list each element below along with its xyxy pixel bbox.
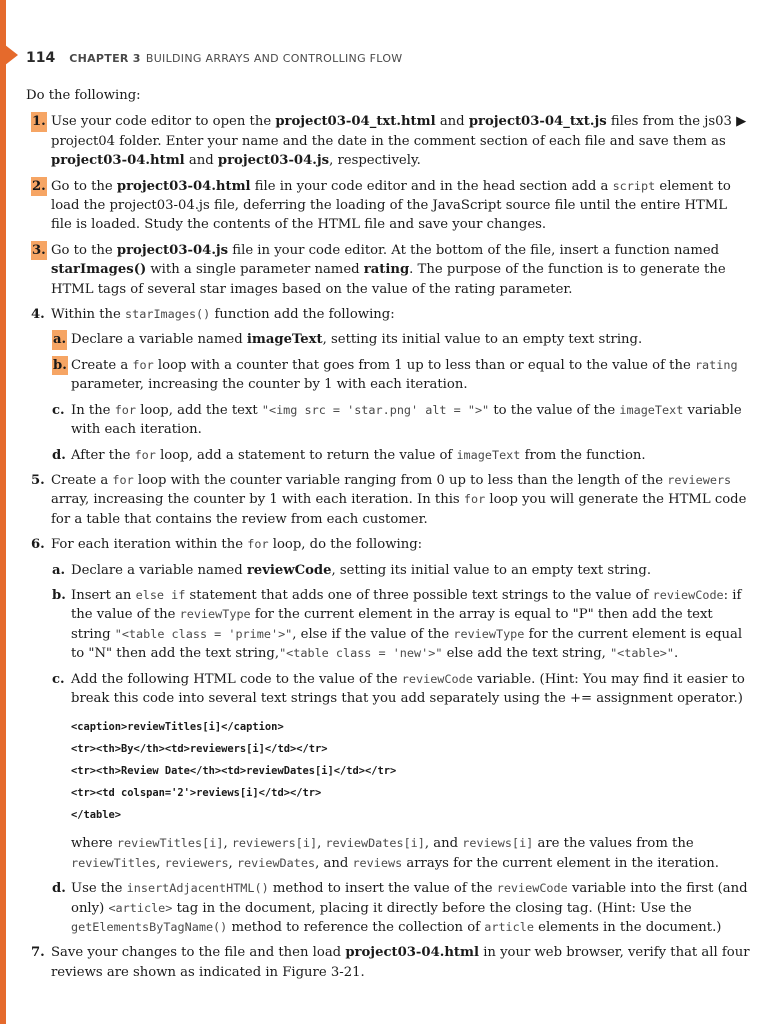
text: , xyxy=(228,855,237,871)
text: file in your code editor and in the head section add a xyxy=(250,178,613,194)
code-line: <tr><td colspan='2'>reviews[i]</td></tr> xyxy=(71,787,322,800)
file-name: project03-04.js xyxy=(116,242,229,258)
text: function add the following: xyxy=(210,307,395,323)
text: tag in the document, placing it directly before the closing tag. (Hint: Use the xyxy=(172,900,692,916)
code-line: <tr><th>By</th><td>reviewers[i]</td></tr> xyxy=(71,743,328,756)
text: statement that adds one of three possible text strings to the value of xyxy=(185,587,653,603)
substep-text xyxy=(71,330,752,349)
substep-text xyxy=(71,879,752,937)
text: element to load the project03-04.js file, deferring the loading of the JavaScript source file until the entire HTML file is loaded. Study the contents of the HTML file and save your changes. xyxy=(51,178,731,233)
text: In the xyxy=(71,402,115,418)
text: Use the xyxy=(71,881,127,897)
step-4b xyxy=(26,356,752,395)
step-5 xyxy=(26,471,752,529)
text: loop, add a statement to return the value of xyxy=(155,447,457,463)
text: , setting its initial value to an empty text string. xyxy=(331,562,652,578)
text: array, increasing the counter by 1 with each iteration. In this xyxy=(51,492,464,508)
text: variable with each iteration. xyxy=(71,402,742,438)
substep-label: c. xyxy=(52,402,65,418)
inline-code: reviews xyxy=(352,855,403,870)
step-number: 1. xyxy=(31,112,47,131)
text: where xyxy=(71,836,117,852)
substep-text xyxy=(71,586,752,664)
text: , xyxy=(317,836,326,852)
substep-label: a. xyxy=(52,562,66,578)
file-name: project03-04_txt.html xyxy=(275,114,436,130)
inline-code: for xyxy=(247,537,269,552)
step-number: 4. xyxy=(31,307,45,323)
step-number: 6. xyxy=(31,537,45,553)
inline-code: rating xyxy=(694,357,738,372)
step-6a xyxy=(26,561,752,580)
text: Add the following HTML code to the value of the xyxy=(71,671,402,687)
text: For each iteration within the xyxy=(51,537,248,553)
inline-code: getElementsByTagName() xyxy=(71,920,228,934)
page-edge-tab xyxy=(0,41,18,69)
page-body xyxy=(26,86,752,988)
file-name: project03-04.js xyxy=(217,153,330,169)
page-number: 114 xyxy=(26,50,56,66)
text: , setting its initial value to an empty text string. xyxy=(322,332,643,348)
intro-text: Do the following: xyxy=(26,88,141,103)
substep-label: c. xyxy=(52,671,65,687)
inline-code: for xyxy=(112,472,134,487)
step-number: 5. xyxy=(31,472,45,488)
text: Go to the xyxy=(51,242,117,258)
text: Save your changes to the file and then load xyxy=(51,945,346,961)
text: and xyxy=(435,114,469,130)
variable-name: reviewCode xyxy=(246,562,332,578)
text: loop with a counter that goes from 1 up to less than or equal to the value of the xyxy=(153,357,695,373)
text: method to reference the collection of xyxy=(227,920,485,935)
inline-code: reviews[i] xyxy=(462,836,534,851)
text: , xyxy=(156,855,165,871)
text: and xyxy=(184,153,218,169)
step-text xyxy=(51,535,752,554)
step-6 xyxy=(26,535,752,554)
text: loop you will generate the HTML code for a table that contains the review from each customer. xyxy=(51,492,747,527)
text: . The purpose of the function is to generate the HTML tags of several star images based on the value of the rating parameter. xyxy=(51,262,726,297)
text: , else if the value of the xyxy=(292,626,454,642)
inline-code: reviewers xyxy=(164,855,229,870)
text: with a single parameter named xyxy=(146,262,364,278)
text: , xyxy=(223,836,232,852)
step-number: 2. xyxy=(31,177,47,196)
inline-code: "<img src = 'star.png' alt = ">" xyxy=(261,402,490,417)
step-4a xyxy=(26,330,752,349)
substep-label: b. xyxy=(52,587,66,603)
text: Create a xyxy=(51,472,113,488)
substep-text xyxy=(71,446,752,465)
step-number: 7. xyxy=(31,945,45,961)
file-name: project03-04.html xyxy=(116,178,251,194)
text: Insert an xyxy=(71,587,136,603)
inline-code: reviewDates xyxy=(236,855,316,870)
text: file in your code editor. At the bottom of the file, insert a function named xyxy=(228,242,720,258)
step-4c xyxy=(26,401,752,440)
inline-code: for xyxy=(463,492,486,507)
code-line: <tr><th>Review Date</th><td>reviewDates[i]</td></tr> xyxy=(71,765,397,778)
step-text xyxy=(51,241,752,299)
step-2 xyxy=(26,177,752,235)
text: Go to the xyxy=(51,178,117,194)
inline-code: reviewDates[i] xyxy=(325,836,425,851)
text: for the current element in the array is equal to "P" then add the text string xyxy=(71,607,713,642)
text: Use your code editor to open the xyxy=(51,114,276,130)
text: for the current element is equal to "N" then add the text string, xyxy=(71,626,743,662)
inline-code: imageText xyxy=(619,402,684,417)
code-line: <caption>reviewTitles[i]</caption> xyxy=(71,721,284,734)
text: files from the js03 ▶ project04 folder. Enter your name and the date in the comment section of each file and save them as xyxy=(51,114,747,149)
step-number: 3. xyxy=(31,241,47,260)
code-block xyxy=(26,716,752,826)
inline-code: reviewType xyxy=(179,607,251,622)
step-text xyxy=(51,471,752,529)
step-text xyxy=(51,943,752,982)
inline-code: <article> xyxy=(108,900,173,915)
text: loop with the counter variable ranging from 0 up to less than the length of the xyxy=(133,472,668,488)
running-header xyxy=(26,47,402,66)
substep-label: b. xyxy=(52,356,68,375)
text: are the values from the xyxy=(533,836,694,852)
inline-code: for xyxy=(114,402,136,417)
inline-code: reviewCode xyxy=(652,587,724,602)
inline-code: else if xyxy=(135,587,186,602)
substep-text xyxy=(71,356,752,395)
text: to the value of the xyxy=(489,402,620,418)
text: , and xyxy=(315,855,353,871)
substep-label: d. xyxy=(52,447,66,463)
substep-text xyxy=(71,401,752,440)
text: loop, do the following: xyxy=(268,537,423,553)
text: parameter, increasing the counter by 1 with each iteration. xyxy=(71,377,468,393)
text: else add the text string, xyxy=(442,646,611,662)
file-name: project03-04.html xyxy=(51,153,185,169)
text: Declare a variable named xyxy=(71,562,247,578)
inline-code: "<table class = 'new'>" xyxy=(279,646,443,661)
step-text xyxy=(51,177,752,235)
text: Create a xyxy=(71,357,133,373)
substep-label: d. xyxy=(52,881,66,897)
inline-code: imageText xyxy=(456,447,521,462)
inline-code: insertAdjacentHTML() xyxy=(126,881,269,896)
step-6c xyxy=(26,670,752,709)
text: Within the xyxy=(51,307,126,323)
text: variable into the first (and only) xyxy=(71,881,748,916)
inline-code: reviewers xyxy=(667,472,732,487)
file-name: project03-04.html xyxy=(345,945,479,961)
step-6c-where xyxy=(26,834,752,873)
step-7 xyxy=(26,943,752,982)
step-1 xyxy=(26,112,752,170)
page-edge-bar xyxy=(0,0,6,1024)
inline-code: article xyxy=(484,920,534,934)
inline-code: reviewers[i] xyxy=(231,836,318,851)
text: method to insert the value of the xyxy=(268,881,497,897)
inline-code: reviewCode xyxy=(496,881,568,896)
inline-code: for xyxy=(134,447,156,462)
inline-code: starImages() xyxy=(125,307,211,322)
inline-code: for xyxy=(132,357,154,372)
step-4d xyxy=(26,446,752,465)
text: . xyxy=(674,646,679,662)
substep-text xyxy=(71,561,752,580)
chapter-label: CHAPTER 3 xyxy=(69,52,141,65)
step-text xyxy=(51,305,752,324)
function-name: starImages() xyxy=(51,262,147,278)
substep-label: a. xyxy=(52,330,67,349)
text: arrays for the current element in the iteration. xyxy=(402,855,719,871)
chapter-title: BUILDING ARRAYS AND CONTROLLING FLOW xyxy=(145,52,403,65)
text: loop, add the text xyxy=(136,402,262,418)
text: in your web browser, verify that all four reviews are shown as indicated in Figure 3-21. xyxy=(51,945,750,980)
substep-text xyxy=(71,670,752,709)
inline-code: "<table class = 'prime'>" xyxy=(114,626,293,641)
inline-code: reviewCode xyxy=(401,671,473,686)
step-6b xyxy=(26,586,752,664)
inline-code: reviewTitles xyxy=(71,855,157,870)
text: After the xyxy=(71,447,135,463)
inline-code: script xyxy=(612,178,656,193)
parameter-name: rating xyxy=(363,262,410,278)
step-3 xyxy=(26,241,752,299)
where-text xyxy=(71,834,752,873)
inline-code: "<table>" xyxy=(610,646,674,661)
inline-code: reviewType xyxy=(453,626,525,641)
file-name: project03-04_txt.js xyxy=(468,114,607,130)
text: Declare a variable named xyxy=(71,332,247,348)
text: from the function. xyxy=(520,447,646,463)
text: : if the value of the xyxy=(71,587,742,623)
step-6d xyxy=(26,879,752,937)
text: variable. (Hint: You may find it easier to break this code into several text strings that you add separately using the += assignment operator.) xyxy=(71,671,745,706)
code-line: </table> xyxy=(71,809,122,822)
step-text xyxy=(51,112,752,170)
variable-name: imageText xyxy=(246,332,323,348)
text: , and xyxy=(424,836,463,852)
step-4 xyxy=(26,305,752,324)
text: , respectively. xyxy=(329,153,421,169)
text: elements in the document.) xyxy=(533,920,722,935)
inline-code: reviewTitles[i] xyxy=(116,836,224,851)
